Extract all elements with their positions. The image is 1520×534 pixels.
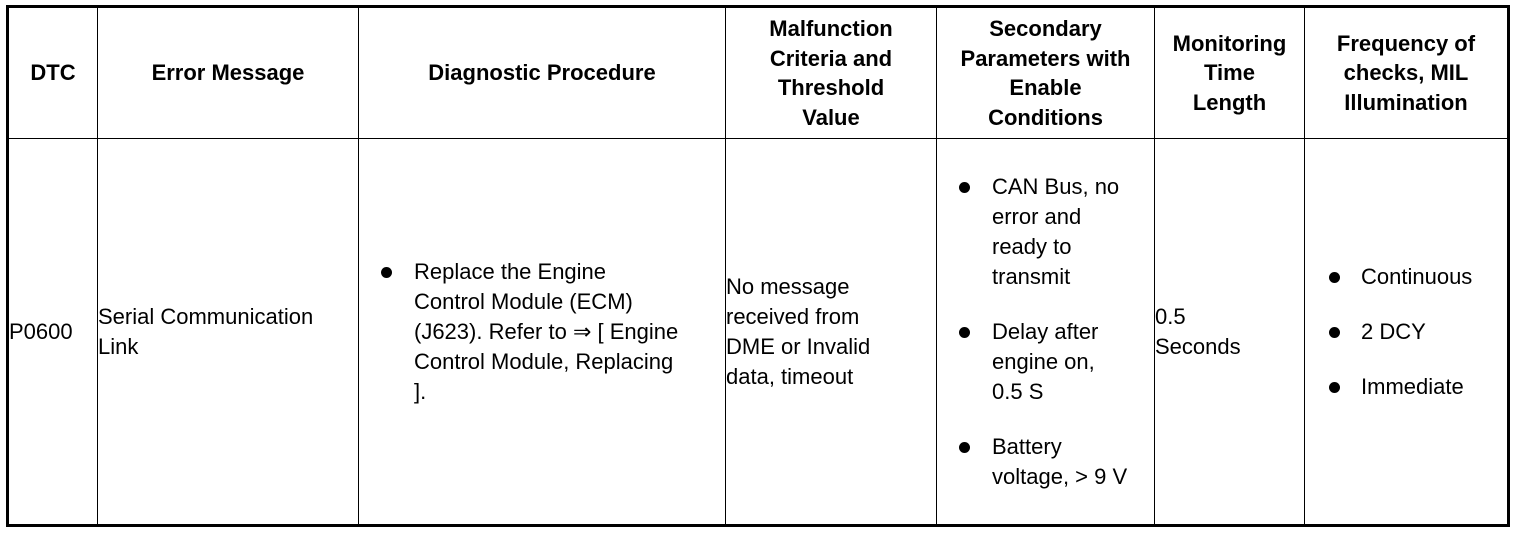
monitoring-time: 0.5 Seconds (1155, 139, 1305, 526)
list-item: Replace the Engine Control Module (ECM) (J623). Refer to ⇒ [ Engine Control Module, Replacing ]. (359, 257, 725, 407)
header-dtc: DTC (8, 7, 98, 139)
bullet-icon (959, 442, 970, 453)
error-message: Serial Communication Link (98, 139, 359, 526)
secondary-list (937, 172, 1154, 492)
bullet-icon (1329, 327, 1340, 338)
list-item: Continuous (1305, 262, 1507, 292)
frequency-list (1305, 262, 1507, 402)
dtc-table (6, 5, 1510, 527)
header-malfunction-criteria: Malfunction Criteria and Threshold Value (726, 7, 937, 139)
diagnostic-procedure (359, 139, 726, 526)
table-row (8, 139, 1509, 526)
list-item: CAN Bus, no error and ready to transmit (937, 172, 1154, 292)
list-item: Battery voltage, > 9 V (937, 432, 1154, 492)
bullet-icon (959, 327, 970, 338)
secondary-parameters (937, 139, 1155, 526)
header-frequency: Frequency of checks, MIL Illumination (1305, 7, 1509, 139)
frequency-mil (1305, 139, 1509, 526)
list-item: 2 DCY (1305, 317, 1507, 347)
list-item: Delay after engine on, 0.5 S (937, 317, 1154, 407)
header-secondary-parameters: Secondary Parameters with Enable Conditions (937, 7, 1155, 139)
header-diagnostic-procedure: Diagnostic Procedure (359, 7, 726, 139)
dtc-code: P0600 (8, 139, 98, 526)
malfunction-criteria: No message received from DME or Invalid data, timeout (726, 139, 937, 526)
bullet-icon (381, 267, 392, 278)
bullet-icon (959, 182, 970, 193)
header-row (8, 7, 1509, 139)
procedure-list (359, 257, 725, 407)
header-error-message: Error Message (98, 7, 359, 139)
bullet-icon (1329, 272, 1340, 283)
list-item: Immediate (1305, 372, 1507, 402)
header-monitoring-time: Monitoring Time Length (1155, 7, 1305, 139)
bullet-icon (1329, 382, 1340, 393)
